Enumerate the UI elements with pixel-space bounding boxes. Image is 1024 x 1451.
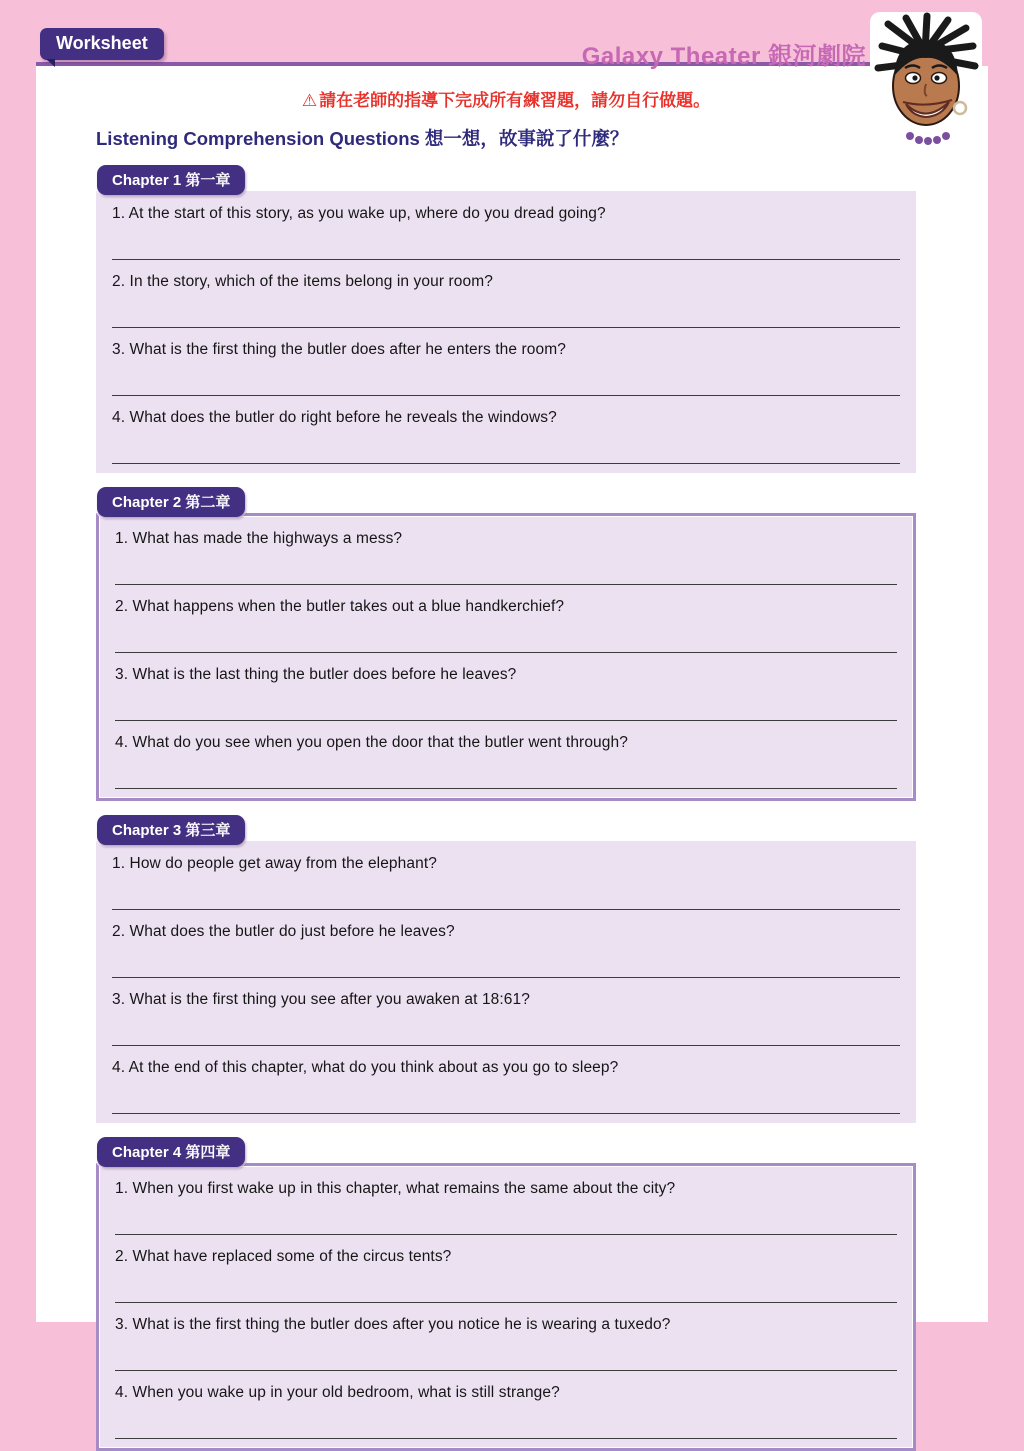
worksheet-badge: Worksheet (40, 28, 164, 60)
question-text: 2. What have replaced some of the circus tents? (115, 1248, 452, 1265)
question-row (96, 265, 916, 333)
chapter-2-panel (96, 513, 916, 801)
question-text: 2. In the story, which of the items belong in your room? (112, 273, 493, 290)
question-text: 3. What is the first thing the butler does after he enters the room? (112, 341, 566, 358)
answer-line (112, 327, 900, 328)
answer-line (115, 1370, 897, 1371)
question-text: 4. When you wake up in your old bedroom, what is still strange? (115, 1384, 560, 1401)
warning-message: 請在老師的指導下完成所有練習題，請勿自行做題。 (319, 91, 711, 110)
question-text: 4. What do you see when you open the door that the butler went through? (115, 734, 628, 751)
question-row (99, 658, 913, 726)
question-text: 2. What does the butler do just before he leaves? (112, 923, 455, 940)
question-row (99, 1240, 913, 1308)
question-text: 4. At the end of this chapter, what do you think about as you go to sleep? (112, 1059, 619, 1076)
question-row (96, 401, 916, 469)
chapter-3-badge: Chapter 3 第三章 (97, 815, 245, 845)
chapter-3-panel (96, 841, 916, 1123)
chapter-1-section (96, 165, 916, 473)
chapter-4-badge: Chapter 4 第四章 (97, 1137, 245, 1167)
answer-line (115, 720, 897, 721)
chapter-1-badge: Chapter 1 第一章 (97, 165, 245, 195)
page-title: Galaxy Theater 銀河劇院 (581, 43, 866, 70)
question-row (96, 847, 916, 915)
question-text: 4. What does the butler do right before he reveals the windows? (112, 409, 557, 426)
question-text: 3. What is the first thing you see after you awaken at 18:61? (112, 991, 530, 1008)
question-text: 2. What happens when the butler takes out a blue handkerchief? (115, 598, 565, 615)
answer-line (115, 788, 897, 789)
answer-line (112, 395, 900, 396)
answer-line (112, 909, 900, 910)
answer-line (115, 1438, 897, 1439)
answer-line (112, 1045, 900, 1046)
answer-line (112, 977, 900, 978)
chapter-1-panel (96, 191, 916, 473)
cartoon-face-icon (870, 12, 982, 148)
question-row (99, 1172, 913, 1240)
question-row (99, 1376, 913, 1444)
warning-icon: ⚠ (301, 91, 318, 110)
chapter-3-section (96, 815, 916, 1123)
chapter-4-section (96, 1137, 916, 1451)
answer-line (112, 259, 900, 260)
answer-line (115, 1302, 897, 1303)
chapter-2-badge: Chapter 2 第二章 (97, 487, 245, 517)
question-row (96, 915, 916, 983)
chapter-2-section (96, 487, 916, 801)
answer-line (115, 584, 897, 585)
chapter-4-panel (96, 1163, 916, 1451)
question-row (99, 522, 913, 590)
answer-line (115, 652, 897, 653)
question-text: 3. What is the first thing the butler does after you notice he is wearing a tuxedo? (115, 1316, 671, 1333)
answer-line (112, 1113, 900, 1114)
question-text: 1. What has made the highways a mess? (115, 530, 403, 547)
question-row (96, 333, 916, 401)
question-row (96, 983, 916, 1051)
character-illustration (870, 12, 982, 148)
question-text: 3. What is the last thing the butler does before he leaves? (115, 666, 517, 683)
question-text: 1. At the start of this story, as you wake up, where do you dread going? (112, 205, 606, 222)
question-row (96, 1051, 916, 1119)
answer-line (115, 1234, 897, 1235)
question-text: 1. When you first wake up in this chapter, what remains the same about the city? (115, 1180, 676, 1197)
question-row (99, 726, 913, 794)
worksheet-page (36, 66, 988, 1401)
question-row (99, 590, 913, 658)
question-row (96, 197, 916, 265)
question-text: 1. How do people get away from the elephant? (112, 855, 437, 872)
answer-line (112, 463, 900, 464)
warning-text (96, 86, 916, 111)
section-heading: Listening Comprehension Questions 想一想，故事說了什麼？ (96, 128, 629, 149)
